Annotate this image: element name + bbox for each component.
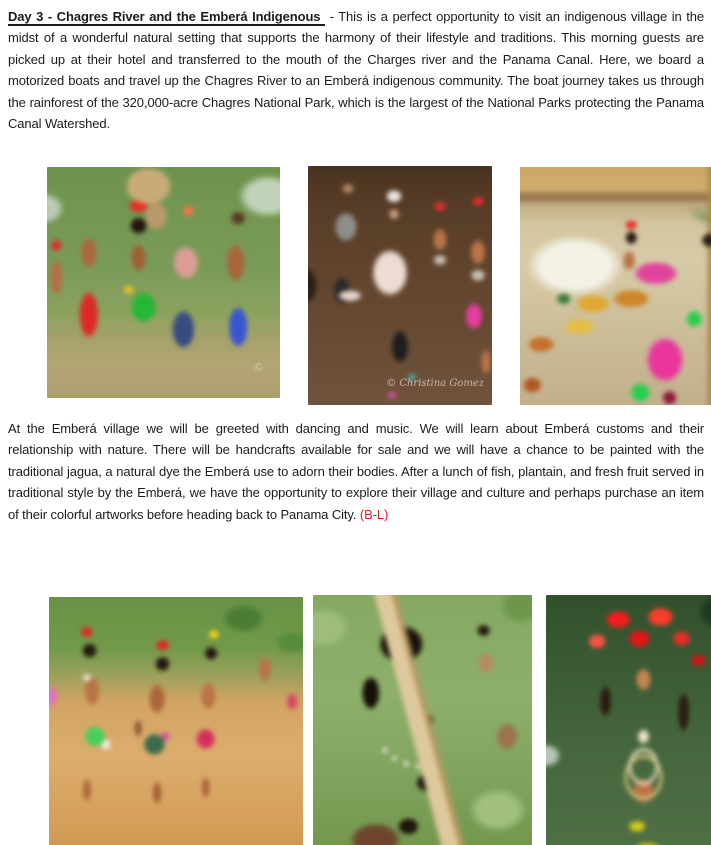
photo-flute-player-art: [313, 595, 532, 845]
day3-heading-separator: -: [325, 9, 339, 24]
day3-body-text: This is a perfect opportunity to visit an indigenous village in the midst of a wonderful natural setting that supports the harmony of their lifestyle and traditions. This morning guests are picked up at their hotel and transferred to the mouth of the Charges river and the Panama Canal. Here, we board a motorized boats and travel up the Chagres River to an Emberá indigenous community. The boat journey takes us through the rainforest of the 320,000-acre Chagres National Park, which is the largest of the National Parks protecting the Panama Canal Watershed.: [8, 9, 704, 132]
photo-village-walk: [47, 167, 280, 398]
photo-flower-crown-girl-art: [546, 595, 711, 845]
photo-dancers-sand: [49, 597, 303, 845]
photo-watermark: © Christina Gomez: [386, 378, 484, 389]
meal-code-label: (B-L): [359, 506, 389, 522]
photo-hut-dancing: [308, 166, 492, 405]
photo-fruit-stand-art: [520, 167, 711, 405]
photo-village-walk-art: [47, 167, 280, 398]
day3-heading: Day 3 - Chagres River and the Emberá Indigenous: [8, 9, 326, 24]
paragraph-village-visit: [8, 418, 704, 525]
photo-watermark: ©: [253, 361, 264, 374]
photo-flute-player: [313, 595, 532, 845]
photo-fruit-stand: [520, 167, 711, 405]
paragraph-day3: [8, 6, 704, 134]
photo-hut-dancing-art: [308, 166, 492, 405]
photo-dancers-sand-art: [49, 597, 303, 845]
village-visit-body-text: At the Emberá village we will be greeted with dancing and music. We will learn about Emberá customs and their relationship with nature. There will be handcrafts available for sale and we will have a chance to be painted with the traditional jagua, a natural dye the Emberá use to adorn their bodies. After a lunch of fish, plantain, and fresh fruit served in traditional style by the Emberá, we have the opportunity to explore their village and culture and perhaps purchase an item of their colorful artworks before heading back to Panama City.: [8, 421, 704, 522]
photo-flower-crown-girl: [546, 595, 711, 845]
